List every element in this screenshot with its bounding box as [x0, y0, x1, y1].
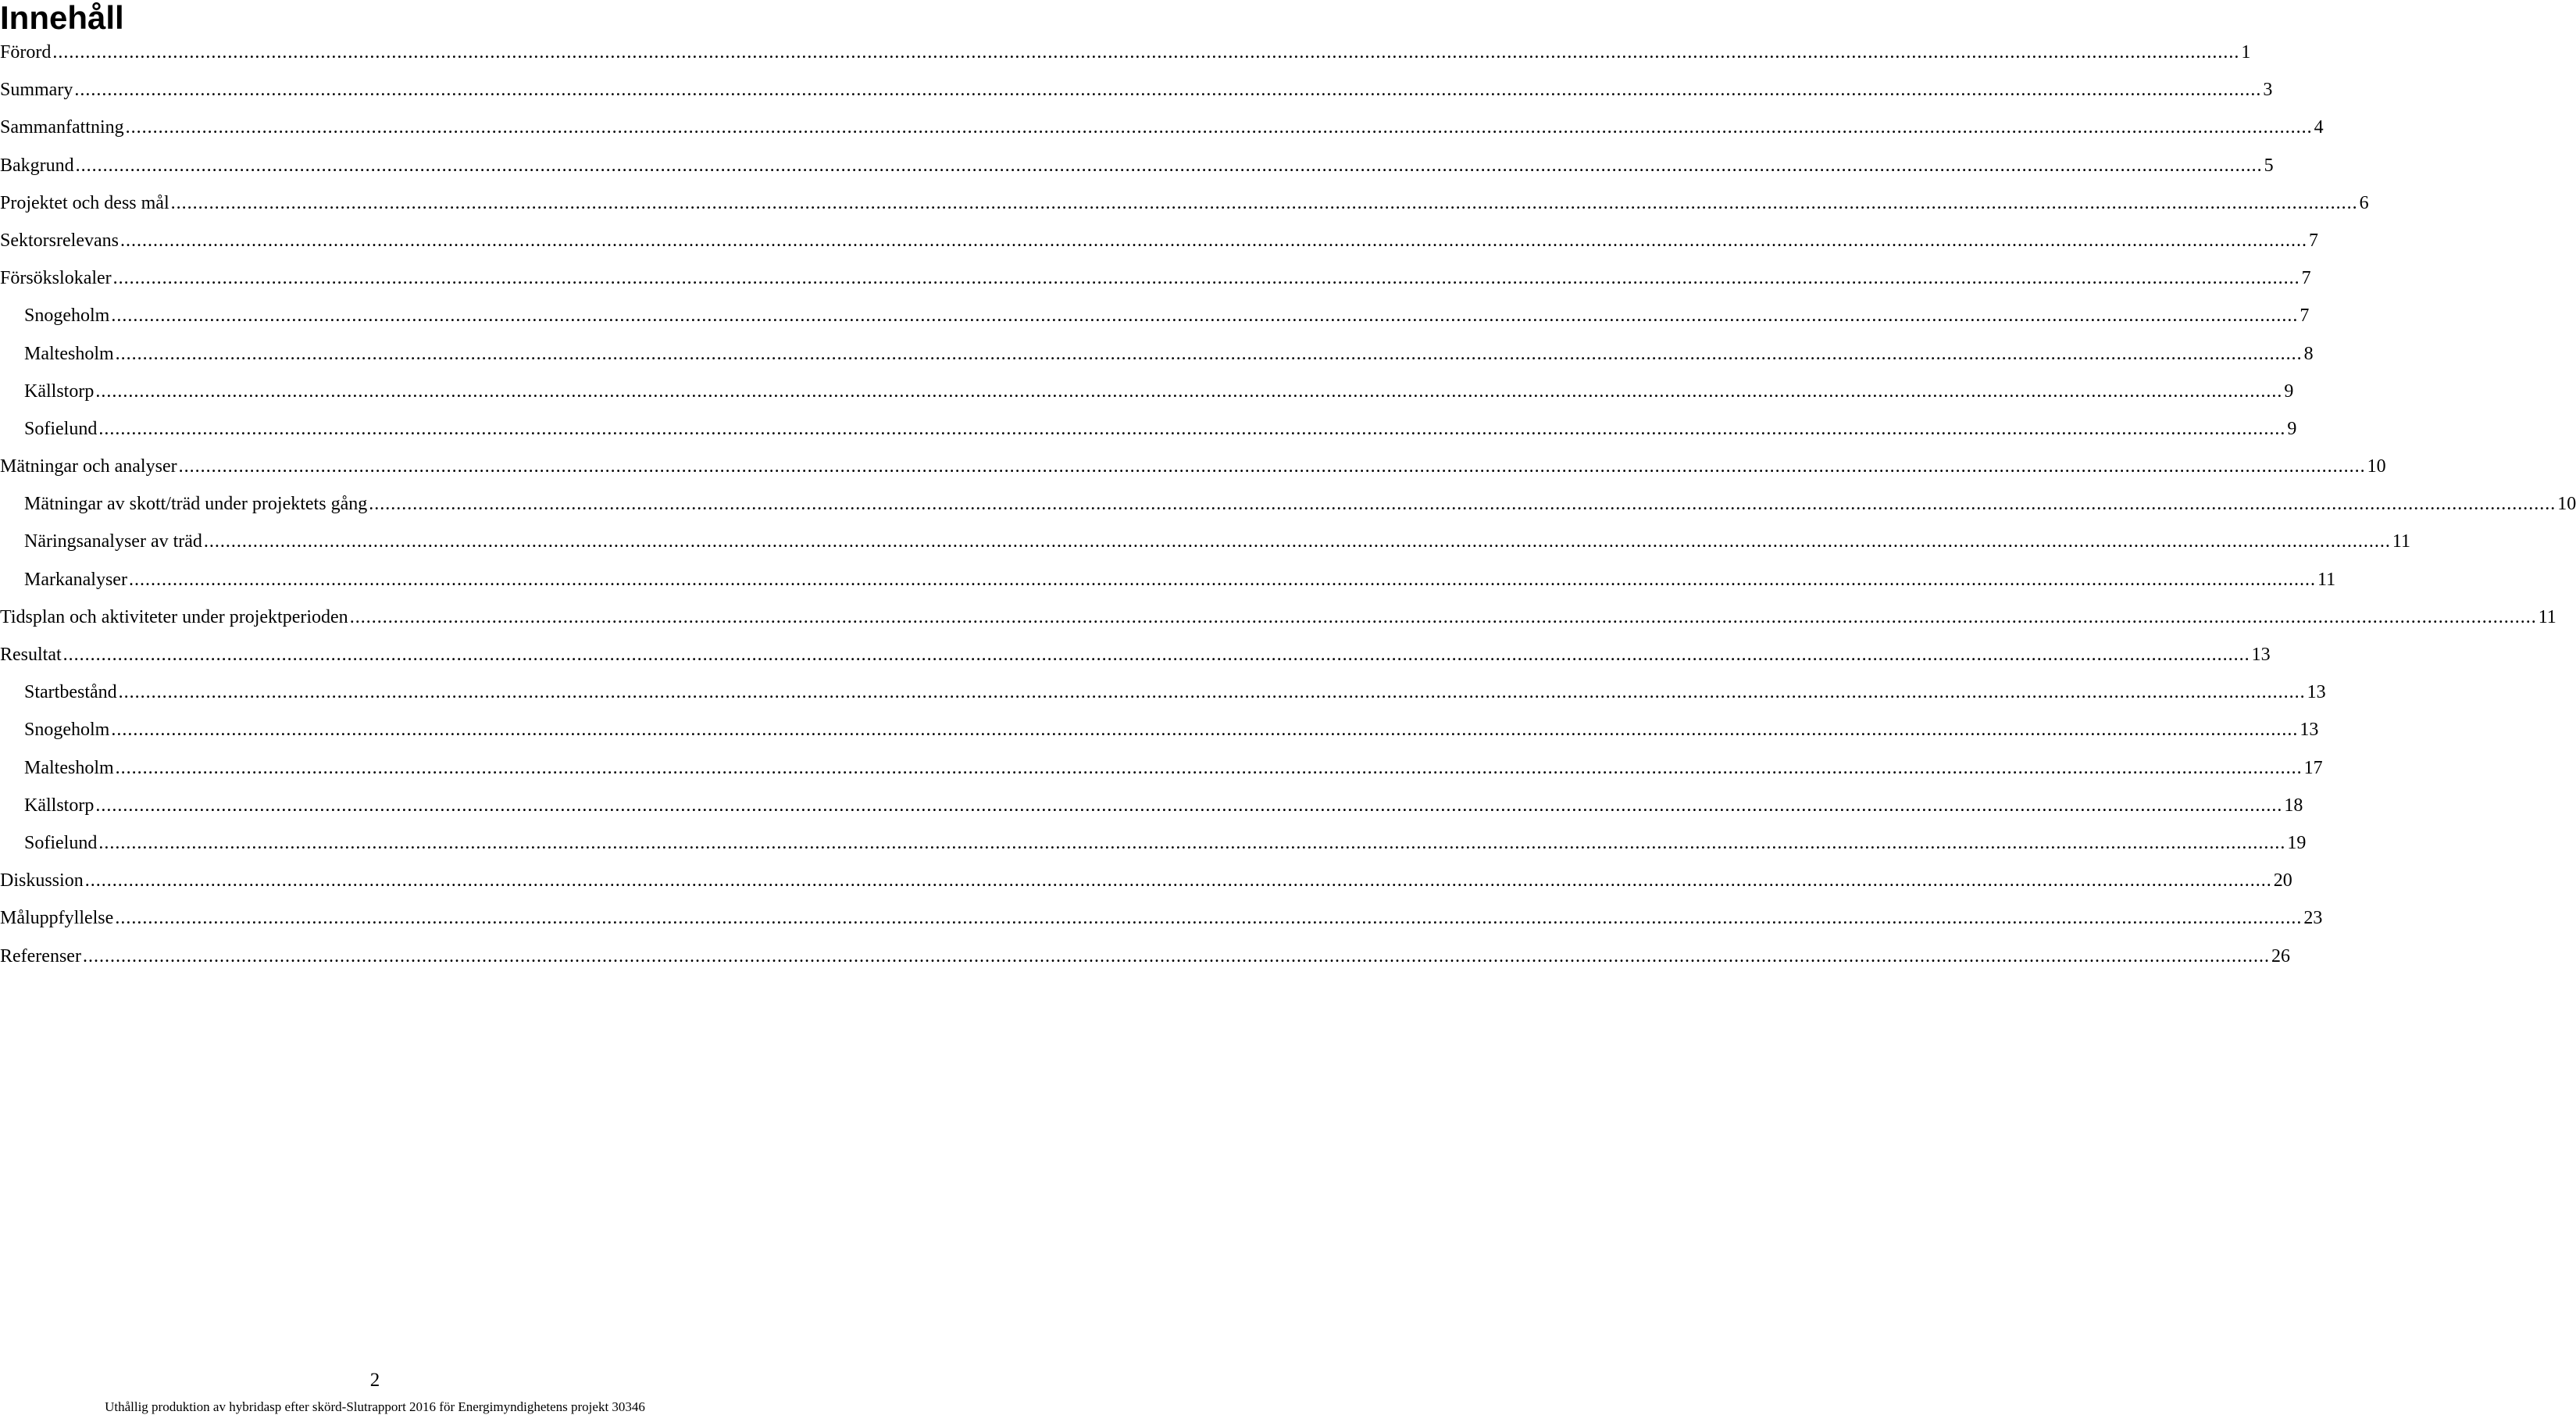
toc-dot-leader: ................................................................................................................................................................................................................................................................................................................................................................................................................: [98, 418, 2286, 439]
toc-entry-page: 11: [2538, 606, 2556, 627]
toc-entry-page: 23: [2303, 908, 2323, 929]
toc-entry-title: Markanalyser: [24, 569, 127, 590]
toc-dot-leader: ................................................................................................................................................................................................................................................................................................................................................................................................................: [203, 531, 2391, 552]
toc-entry-title: Maltesholm: [24, 757, 114, 778]
toc-entry-page: 11: [2392, 531, 2411, 552]
table-of-contents: [0, 34, 2576, 975]
toc-entry[interactable]: [0, 523, 2411, 560]
toc-dot-leader: ................................................................................................................................................................................................................................................................................................................................................................................................................: [112, 268, 2300, 289]
toc-entry[interactable]: [0, 899, 2323, 937]
toc-entry-title: Källstorp: [24, 381, 95, 402]
toc-entry-title: Startbestånd: [24, 682, 117, 703]
toc-dot-leader: ................................................................................................................................................................................................................................................................................................................................................................................................................: [111, 305, 2299, 327]
toc-entry-title: Maltesholm: [24, 343, 114, 364]
toc-entry-page: 10: [2557, 494, 2576, 515]
toc-entry-title: Referenser: [0, 945, 81, 966]
toc-entry[interactable]: [0, 824, 2307, 862]
toc-entry-page: 7: [2301, 268, 2311, 289]
toc-dot-leader: ................................................................................................................................................................................................................................................................................................................................................................................................................: [128, 569, 2316, 590]
toc-entry-page: 19: [2287, 832, 2307, 853]
toc-dot-leader: ................................................................................................................................................................................................................................................................................................................................................................................................................: [120, 230, 2307, 251]
toc-entry-page: 1: [2241, 42, 2251, 63]
toc-entry-page: 13: [2251, 645, 2271, 665]
toc-entry[interactable]: [0, 373, 2294, 410]
toc-entry-page: 3: [2263, 80, 2273, 101]
toc-dot-leader: ................................................................................................................................................................................................................................................................................................................................................................................................................: [125, 117, 2313, 138]
toc-entry[interactable]: [0, 673, 2326, 711]
toc-entry[interactable]: [0, 938, 2290, 975]
toc-entry[interactable]: [0, 184, 2369, 222]
toc-entry-page: 13: [2299, 720, 2319, 741]
toc-dot-leader: ................................................................................................................................................................................................................................................................................................................................................................................................................: [115, 908, 2303, 929]
toc-entry-page: 17: [2303, 757, 2323, 778]
toc-dot-leader: ................................................................................................................................................................................................................................................................................................................................................................................................................: [115, 343, 2303, 364]
toc-entry-page: 13: [2307, 682, 2326, 703]
toc-dot-leader: ................................................................................................................................................................................................................................................................................................................................................................................................................: [82, 945, 2270, 966]
page-number: 2: [369, 1370, 380, 1391]
toc-dot-leader: ................................................................................................................................................................................................................................................................................................................................................................................................................: [369, 494, 2556, 515]
toc-entry-title: Försökslokaler: [0, 268, 112, 289]
toc-dot-leader: ................................................................................................................................................................................................................................................................................................................................................................................................................: [118, 682, 2306, 703]
toc-entry[interactable]: [0, 561, 2336, 598]
toc-entry[interactable]: [0, 749, 2323, 787]
toc-dot-leader: ................................................................................................................................................................................................................................................................................................................................................................................................................: [178, 456, 2366, 477]
toc-entry-title: Sofielund: [24, 418, 98, 439]
toc-entry[interactable]: [0, 222, 2318, 259]
toc-entry[interactable]: [0, 410, 2297, 448]
toc-entry-page: 20: [2273, 870, 2292, 891]
toc-entry-page: 4: [2314, 117, 2324, 138]
toc-entry-page: 6: [2359, 192, 2369, 213]
toc-entry-title: Snogeholm: [24, 720, 110, 741]
page-title: Innehåll: [0, 0, 124, 36]
toc-entry[interactable]: [0, 448, 2386, 485]
toc-entry-page: 8: [2303, 343, 2314, 364]
toc-entry-title: Sektorsrelevans: [0, 230, 119, 251]
toc-entry[interactable]: [0, 598, 2556, 636]
toc-entry-title: Summary: [0, 80, 73, 101]
toc-entry-page: 7: [2299, 305, 2310, 327]
toc-entry[interactable]: [0, 636, 2271, 673]
toc-entry-page: 10: [2367, 456, 2386, 477]
toc-entry-title: Mätningar av skott/träd under projektets gång: [24, 494, 368, 515]
footer-text: Uthållig produktion av hybridasp efter skörd-Slutrapport 2016 för Energimyndighetens projekt 30346: [105, 1399, 645, 1414]
toc-entry[interactable]: [0, 335, 2314, 373]
toc-entry-title: Bakgrund: [0, 155, 74, 176]
toc-entry-title: Tidsplan och aktiviteter under projektperioden: [0, 606, 348, 627]
toc-dot-leader: ................................................................................................................................................................................................................................................................................................................................................................................................................: [115, 757, 2303, 778]
toc-dot-leader: ................................................................................................................................................................................................................................................................................................................................................................................................................: [84, 870, 2272, 891]
toc-dot-leader: ................................................................................................................................................................................................................................................................................................................................................................................................................: [170, 192, 2358, 213]
toc-entry-page: 26: [2271, 945, 2290, 966]
toc-dot-leader: ................................................................................................................................................................................................................................................................................................................................................................................................................: [52, 42, 2240, 63]
toc-entry-title: Sofielund: [24, 832, 98, 853]
toc-entry-title: Måluppfyllelse: [0, 908, 114, 929]
toc-dot-leader: ................................................................................................................................................................................................................................................................................................................................................................................................................: [62, 645, 2250, 665]
toc-entry-title: Diskussion: [0, 870, 84, 891]
toc-entry-title: Snogeholm: [24, 305, 110, 327]
toc-entry[interactable]: [0, 787, 2303, 824]
toc-dot-leader: ................................................................................................................................................................................................................................................................................................................................................................................................................: [98, 832, 2286, 853]
toc-entry[interactable]: [0, 34, 2251, 71]
toc-entry[interactable]: [0, 71, 2273, 109]
toc-dot-leader: ................................................................................................................................................................................................................................................................................................................................................................................................................: [349, 606, 2537, 627]
toc-entry-title: Sammanfattning: [0, 117, 124, 138]
toc-entry[interactable]: [0, 485, 2576, 523]
toc-entry-page: 18: [2284, 795, 2303, 816]
toc-dot-leader: ................................................................................................................................................................................................................................................................................................................................................................................................................: [95, 795, 2283, 816]
toc-entry-title: Förord: [0, 42, 52, 63]
toc-entry-page: 11: [2317, 569, 2336, 590]
toc-dot-leader: ................................................................................................................................................................................................................................................................................................................................................................................................................: [111, 720, 2299, 741]
toc-entry-title: Projektet och dess mål: [0, 192, 169, 213]
toc-entry-title: Resultat: [0, 645, 62, 665]
toc-entry-page: 9: [2284, 381, 2294, 402]
toc-dot-leader: ................................................................................................................................................................................................................................................................................................................................................................................................................: [74, 80, 2262, 101]
toc-entry[interactable]: [0, 147, 2274, 184]
toc-dot-leader: ................................................................................................................................................................................................................................................................................................................................................................................................................: [75, 155, 2263, 176]
toc-entry[interactable]: [0, 109, 2324, 146]
toc-entry[interactable]: [0, 297, 2310, 334]
toc-entry[interactable]: [0, 862, 2292, 899]
toc-entry-title: Källstorp: [24, 795, 95, 816]
toc-entry-title: Mätningar och analyser: [0, 456, 177, 477]
toc-entry[interactable]: [0, 711, 2319, 749]
toc-entry[interactable]: [0, 259, 2311, 297]
toc-entry-page: 7: [2308, 230, 2318, 251]
toc-dot-leader: ................................................................................................................................................................................................................................................................................................................................................................................................................: [95, 381, 2283, 402]
toc-entry-page: 9: [2287, 418, 2297, 439]
toc-entry-title: Näringsanalyser av träd: [24, 531, 202, 552]
toc-entry-page: 5: [2264, 155, 2274, 176]
